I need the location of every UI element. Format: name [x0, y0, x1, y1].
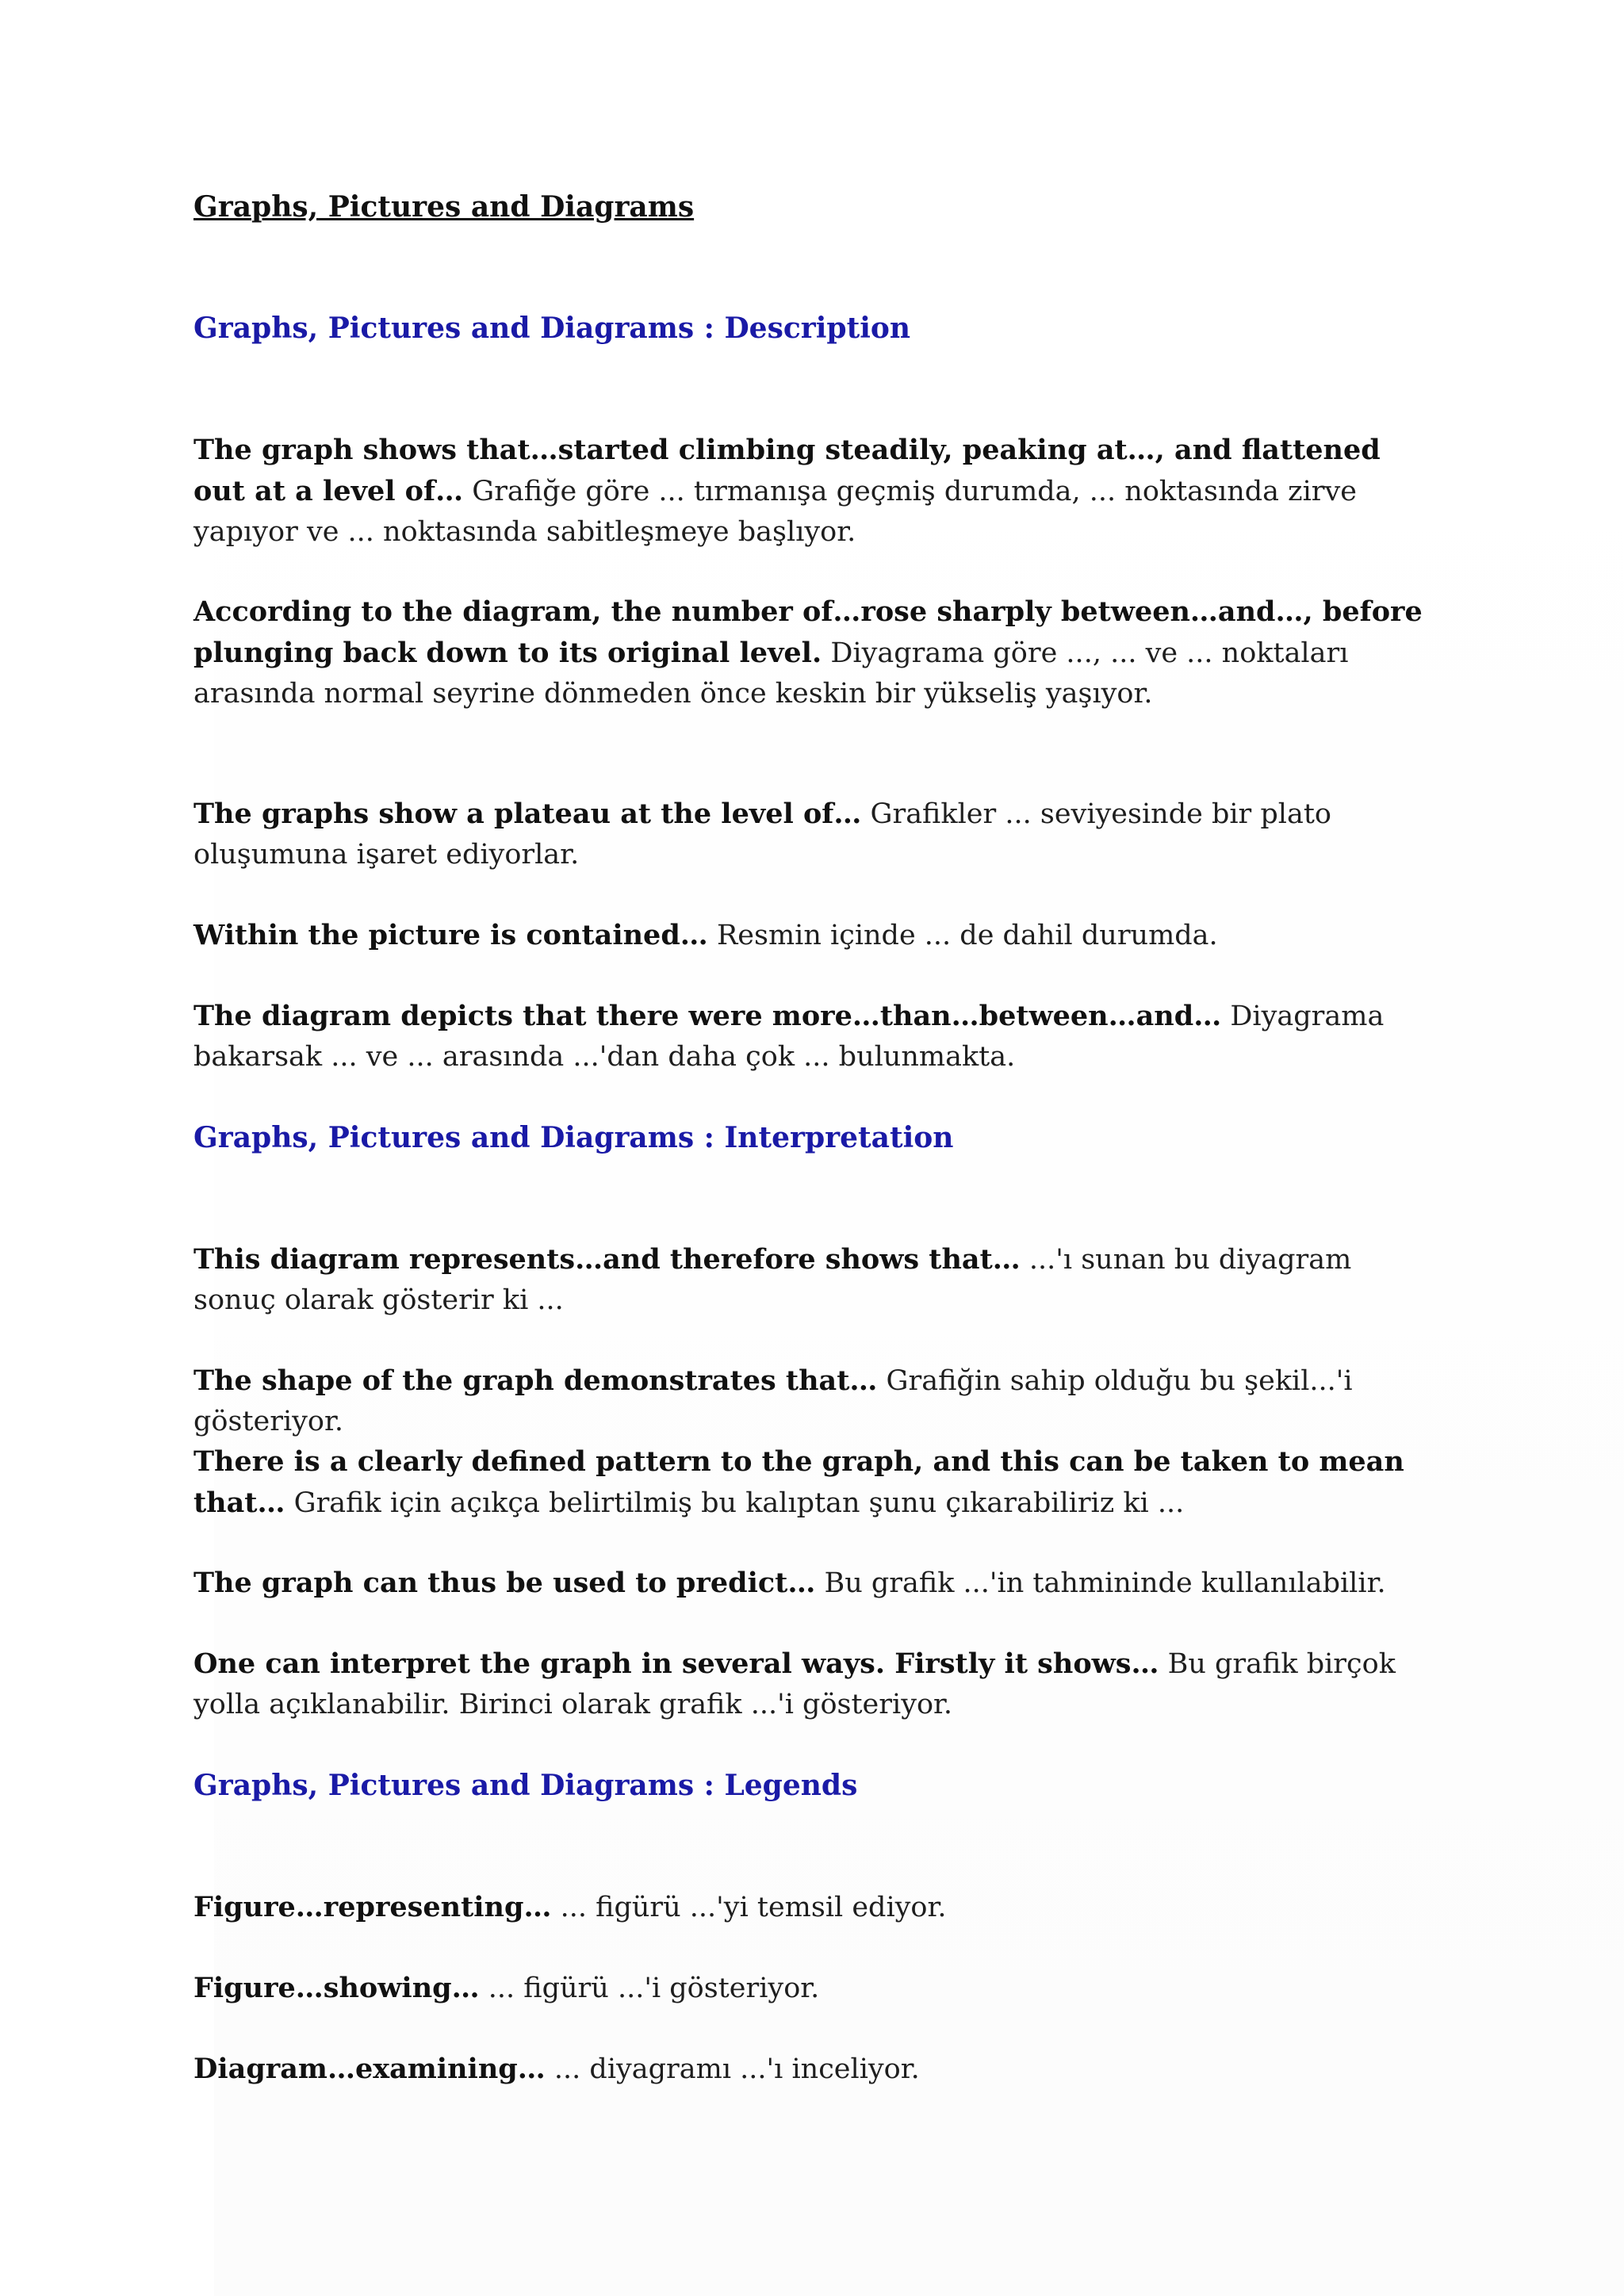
english-phrase: Diagram…examining…	[193, 2053, 546, 2085]
phrase-entry	[193, 1360, 1431, 1442]
section-heading-interpretation: Graphs, Pictures and Diagrams : Interpretation	[193, 1121, 954, 1154]
phrase-entry	[193, 996, 1431, 1077]
phrase-entry	[193, 1968, 1431, 2009]
phrase-entry	[193, 794, 1431, 875]
phrase-entry	[193, 2049, 1431, 2090]
english-phrase: Figure…showing…	[193, 1972, 480, 2004]
turkish-translation: Diyagrama göre ..., ... ve ... noktaları arasında normal seyrine dönmeden önce keskin bir yükseliş yaşıyor.	[193, 637, 1349, 710]
turkish-translation: ... figürü ...'i gösteriyor.	[488, 1973, 820, 2004]
turkish-translation: Bu grafik ...'in tahmininde kullanılabilir.	[824, 1567, 1386, 1599]
english-phrase: There is a clearly defined pattern to the graph, and this can be taken to mean that…	[193, 1445, 1404, 1519]
english-phrase: Within the picture is contained…	[193, 919, 708, 951]
section-heading-description: Graphs, Pictures and Diagrams : Description	[193, 312, 911, 345]
english-phrase: The shape of the graph demonstrates that…	[193, 1364, 878, 1397]
turkish-translation: ...'ı sunan bu diyagram sonuç olarak gösterir ki ...	[193, 1244, 1352, 1316]
english-phrase: One can interpret the graph in several ways. Firstly it shows…	[193, 1647, 1159, 1680]
turkish-translation: ... figürü ...'yi temsil ediyor.	[560, 1892, 947, 1923]
phrase-entry	[193, 1887, 1431, 1928]
turkish-translation: Bu grafik birçok yolla açıklanabilir. Birinci olarak grafik ...'i gösteriyor.	[193, 1648, 1396, 1720]
turkish-translation: Grafik için açıkça belirtilmiş bu kalıptan şunu çıkarabiliriz ki ...	[293, 1487, 1185, 1519]
phrase-entry	[193, 1441, 1431, 1524]
english-phrase: According to the diagram, the number of…rose sharply between…and…, before plunging back down to its original level.	[193, 595, 1423, 669]
english-phrase: The graph can thus be used to predict…	[193, 1567, 816, 1599]
phrase-entry	[193, 591, 1431, 714]
english-phrase: This diagram represents…and therefore shows that…	[193, 1243, 1021, 1276]
english-phrase: The diagram depicts that there were more…than…between…and…	[193, 1000, 1222, 1032]
turkish-translation: ... diyagramı ...'ı inceliyor.	[553, 2053, 920, 2085]
turkish-translation: Grafiğe göre ... tırmanışa geçmiş durumda, ... noktasında zirve yapıyor ve ... noktasında sabitleşmeye başlıyor.	[193, 476, 1357, 548]
document-title: Graphs, Pictures and Diagrams	[193, 190, 695, 224]
phrase-entry	[193, 430, 1431, 553]
english-phrase: The graph shows that…started climbing steadily, peaking at…, and flattened out at a level of…	[193, 434, 1381, 507]
phrase-entry	[193, 915, 1431, 956]
section-heading-legends: Graphs, Pictures and Diagrams : Legends	[193, 1769, 858, 1802]
phrase-entry	[193, 1563, 1431, 1604]
english-phrase: The graphs show a plateau at the level of…	[193, 798, 862, 830]
phrase-entry	[193, 1644, 1431, 1725]
phrase-entry	[193, 1239, 1431, 1321]
turkish-translation: Resmin içinde ... de dahil durumda.	[716, 920, 1218, 951]
turkish-translation: Grafikler ... seviyesinde bir plato oluşumuna işaret ediyorlar.	[193, 798, 1331, 871]
turkish-translation: Grafiğin sahip olduğu bu şekil...'i gösteriyor.	[193, 1365, 1353, 1437]
turkish-translation: Diyagrama bakarsak ... ve ... arasında ...'dan daha çok ... bulunmakta.	[193, 1001, 1385, 1073]
english-phrase: Figure…representing…	[193, 1891, 552, 1923]
